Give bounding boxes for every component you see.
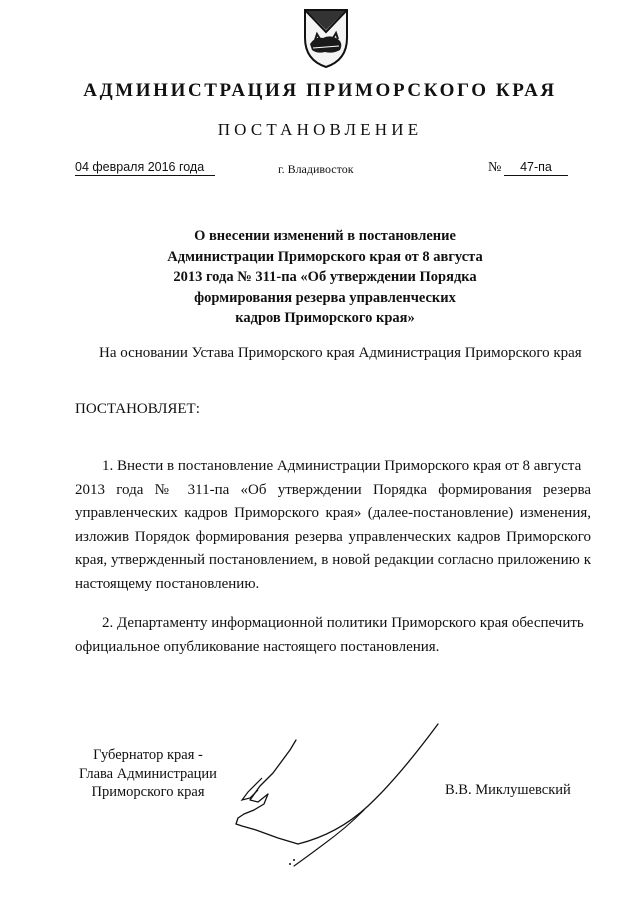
signer-name: В.В. Миклушевский — [445, 782, 571, 798]
signer-position-line: Приморского края — [91, 784, 205, 800]
signer-position-line: Глава Администрации — [79, 765, 217, 782]
item-1-paragraph — [75, 455, 591, 596]
document-city: г. Владивосток — [278, 162, 354, 176]
legal-basis: На основании Устава Приморского края Администрация Приморского края — [99, 345, 582, 361]
title-line: формирования резерва управленческих — [194, 289, 456, 306]
decree-word: ПОСТАНОВЛЯЕТ: — [75, 401, 200, 417]
item-1-line: края, утвержденный постановлением, в новой редакции согласно приложению к — [75, 552, 591, 568]
document-number: 47-па — [504, 160, 568, 176]
item-2-line: официальное опубликование настоящего постановления. — [75, 639, 440, 655]
item-1-line: изложив Порядок формирования резерва управленческих кадров Приморского — [75, 528, 591, 545]
signer-position-line: Губернатор края - — [93, 747, 203, 763]
signer-position — [60, 746, 236, 802]
item-1-line: управленческих кадров Приморского края» (далее-постановление) изменения, — [75, 505, 591, 521]
item-2-line: 2. Департаменту информационной политики Приморского края обеспечить — [102, 615, 584, 631]
title-line: 2013 года № 311-па «Об утверждении Порядка — [173, 269, 477, 285]
handwritten-signature — [228, 718, 450, 870]
document-type: ПОСТАНОВЛЕНИЕ — [217, 120, 423, 139]
title-line: Администрации Приморского края от 8 августа — [167, 248, 483, 265]
item-1-line: 1. Внести в постановление Администрации Приморского края от 8 августа — [102, 458, 582, 474]
item-1-line: настоящему постановлению. — [75, 575, 260, 592]
document-date: 04 февраля 2016 года — [75, 160, 215, 176]
number-label: № — [488, 160, 502, 175]
document-title — [150, 226, 500, 329]
title-line: кадров Приморского края» — [235, 310, 415, 326]
item-2-paragraph — [75, 612, 591, 636]
item-2-paragraph-cont — [75, 636, 591, 660]
coat-of-arms-emblem — [293, 4, 359, 70]
item-1-line: 2013 года № 311-па «Об утверждении Порядка формирования резерва — [75, 481, 591, 498]
organization-name: АДМИНИСТРАЦИЯ ПРИМОРСКОГО КРАЯ — [83, 80, 557, 101]
title-line: О внесении изменений в постановление — [194, 228, 456, 244]
